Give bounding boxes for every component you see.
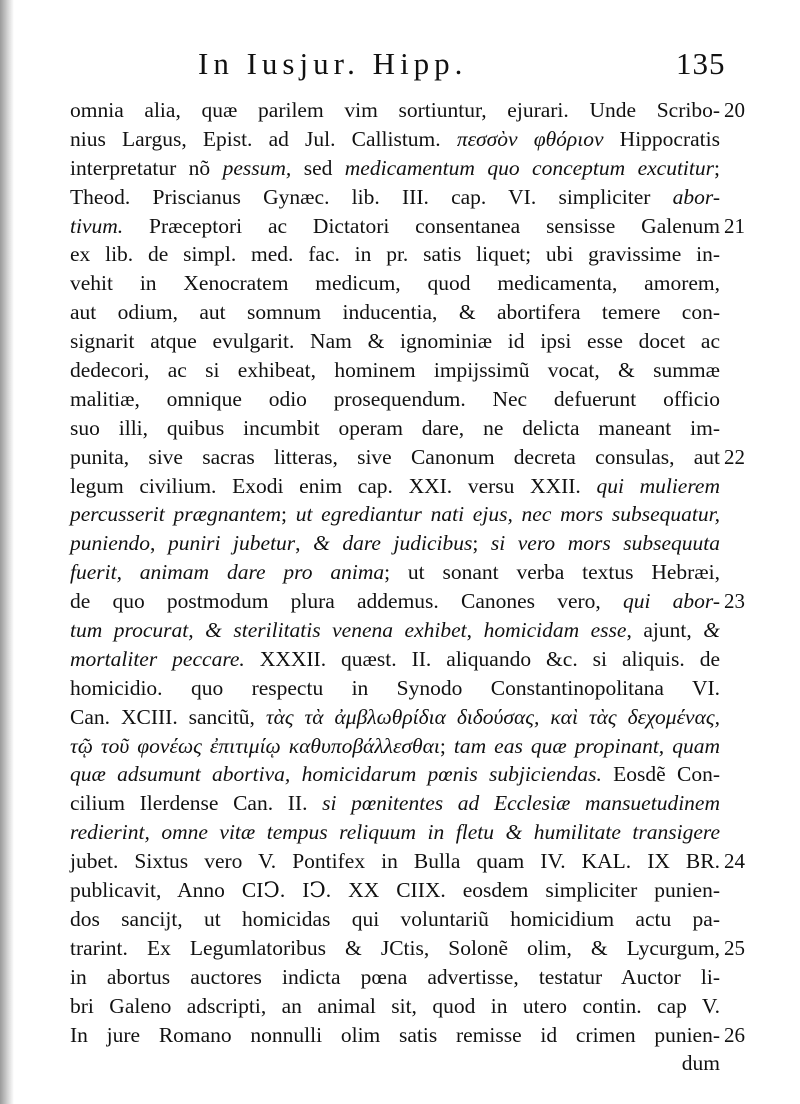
text-segment: malitiæ, omnique odio prosequendum. Nec defuerunt officio bbox=[70, 386, 720, 411]
text-line bbox=[70, 818, 720, 847]
text-segment: XXXII. quæst. II. aliquando &c. si aliquis. de bbox=[244, 646, 721, 671]
text-line bbox=[70, 876, 720, 905]
text-segment: ; bbox=[472, 531, 491, 556]
italic-text: puniri jubetur bbox=[167, 531, 296, 556]
running-header bbox=[198, 46, 738, 82]
italic-text: tum procurat, & sterilitatis venena exhibet bbox=[70, 618, 467, 643]
italic-text: mortaliter peccare. bbox=[70, 646, 245, 671]
text-segment: legum civilium. Exodi enim cap. XXI. versu XXII. bbox=[70, 473, 597, 498]
text-line bbox=[70, 905, 720, 934]
text-line bbox=[70, 847, 720, 876]
text-line bbox=[70, 443, 720, 472]
italic-text: homicidam esse bbox=[483, 618, 627, 643]
text-segment: nius Largus, Epist. ad Jul. Callistum. bbox=[70, 126, 457, 151]
text-segment: Theod. Priscianus Gynæc. lib. III. cap. VI. simpliciter bbox=[70, 184, 673, 209]
text-segment: , bbox=[150, 531, 168, 556]
text-line bbox=[70, 963, 720, 992]
text-line bbox=[70, 183, 720, 212]
text-line bbox=[70, 240, 720, 269]
text-line bbox=[70, 154, 720, 183]
text-line bbox=[70, 327, 720, 356]
text-line bbox=[70, 1049, 720, 1078]
text-segment: de quo postmodum plura addemus. Canones vero, bbox=[70, 589, 623, 614]
text-line bbox=[70, 616, 720, 645]
text-segment: publicavit, Anno CIↃ. IↃ. XX CIIX. eosdem simpliciter punien- bbox=[70, 878, 720, 903]
text-line bbox=[70, 500, 720, 529]
text-segment: dos sancijt, ut homicidas qui voluntariũ homicidium actu pa- bbox=[70, 906, 720, 931]
text-line bbox=[70, 992, 720, 1021]
text-segment: Can. XCIII. sancitũ, bbox=[70, 704, 266, 729]
text-line bbox=[70, 356, 720, 385]
text-segment: ; ut sonant verba textus Hebræi, bbox=[384, 560, 720, 585]
italic-text: si pœnitentes ad Ecclesiæ mansuetudinem bbox=[322, 791, 720, 816]
italic-text: puniendo bbox=[70, 531, 151, 556]
text-segment: homicidio. quo respectu in Synodo Constantinopolitana VI. bbox=[70, 675, 720, 700]
body-text bbox=[70, 96, 720, 1078]
text-line bbox=[70, 587, 720, 616]
text-segment: in abortus auctores indicta pœna advertisse, testatur Auctor li- bbox=[70, 964, 720, 989]
text-segment: vehit in Xenocratem medicum, quod medicamenta, amorem, bbox=[70, 271, 720, 296]
text-line bbox=[70, 558, 720, 587]
italic-text: & bbox=[703, 618, 721, 643]
margin-number: 25 bbox=[724, 936, 745, 961]
italic-text: redierint, omne vitæ tempus reliquum in fletu & humilitate transigere bbox=[70, 820, 720, 845]
text-line bbox=[70, 645, 720, 674]
page-number: 135 bbox=[676, 46, 726, 81]
italic-text: & dare judicibus bbox=[313, 531, 473, 556]
text-segment: ; bbox=[280, 502, 296, 527]
text-segment: In jure Romano nonnulli olim satis remisse id crimen punien- bbox=[70, 1022, 720, 1047]
italic-text: ut egrediantur nati ejus, nec mors subsequatur, bbox=[295, 502, 720, 527]
margin-number: 24 bbox=[724, 849, 745, 874]
text-line bbox=[70, 269, 720, 298]
text-segment: jubet. Sixtus vero V. Pontifex in Bulla quam IV. KAL. IX BR. bbox=[70, 849, 720, 874]
text-segment: cilium Ilerdense Can. II. bbox=[70, 791, 323, 816]
text-segment: bri Galeno adscripti, an animal sit, quod in utero contin. cap V. bbox=[70, 993, 720, 1018]
text-line bbox=[70, 212, 720, 241]
italic-text: abor- bbox=[672, 184, 720, 209]
text-segment: signarit atque evulgarit. Nam & ignominiæ id ipsi esse docet ac bbox=[70, 329, 720, 354]
text-segment: dum bbox=[681, 1051, 720, 1076]
text-line bbox=[70, 674, 720, 703]
italic-text: τῷ τοῦ φονέως ἐπιτιμίῳ καθυποβάλλεσθαι bbox=[70, 733, 440, 758]
text-line bbox=[70, 298, 720, 327]
text-segment: ; bbox=[439, 733, 454, 758]
italic-text: percusserit prægnantem bbox=[70, 502, 281, 527]
text-line bbox=[70, 703, 720, 732]
italic-text: si vero mors subsequuta bbox=[490, 531, 720, 556]
text-segment: aut odium, aut somnum inducentia, & abortifera temere con- bbox=[70, 300, 720, 325]
text-line bbox=[70, 472, 720, 501]
text-line bbox=[70, 732, 720, 761]
text-segment: ; bbox=[714, 155, 720, 180]
text-line bbox=[70, 1021, 720, 1050]
text-line bbox=[70, 414, 720, 443]
text-line bbox=[70, 760, 720, 789]
text-segment: interpretatur nõ bbox=[70, 155, 223, 180]
italic-text: τὰς τὰ ἀμβλωθρίδια διδούσας, καὶ τὰς δεχομένας, bbox=[265, 704, 720, 729]
text-segment: punita, sive sacras litteras, sive Canonum decreta consulas, aut bbox=[70, 444, 720, 469]
italic-text: qui mulierem bbox=[596, 473, 720, 498]
text-segment: , ajunt, bbox=[626, 618, 704, 643]
text-line bbox=[70, 529, 720, 558]
text-segment: dedecori, ac si exhibeat, hominem impijssimũ vocat, & summæ bbox=[70, 358, 720, 383]
text-line bbox=[70, 125, 720, 154]
margin-number: 22 bbox=[724, 444, 745, 469]
text-segment: sed bbox=[291, 155, 345, 180]
italic-text: medicamentum quo conceptum excutitur bbox=[344, 155, 714, 180]
running-title: In Iusjur. Hipp. bbox=[198, 46, 468, 81]
margin-number: 26 bbox=[724, 1022, 745, 1047]
text-segment: ex lib. de simpl. med. fac. in pr. satis liquet; ubi gravissime in- bbox=[70, 242, 720, 267]
text-line bbox=[70, 96, 720, 125]
italic-text: fuerit, animam dare pro anima bbox=[70, 560, 385, 585]
text-segment: omnia alia, quæ parilem vim sortiuntur, ejurari. Unde Scribo- bbox=[70, 98, 720, 122]
italic-text: tam eas quæ propinant, quam bbox=[453, 733, 720, 758]
margin-number: 20 bbox=[724, 98, 745, 122]
text-segment: suo illi, quibus incumbit operam dare, ne delicta maneant im- bbox=[70, 415, 720, 440]
margin-number: 23 bbox=[724, 589, 745, 614]
text-segment: Præceptori ac Dictatori consentanea sensisse Galenum bbox=[123, 213, 720, 238]
text-line bbox=[70, 789, 720, 818]
text-segment: , bbox=[466, 618, 484, 643]
italic-text: πεσσὸν φθόριον bbox=[456, 126, 604, 151]
page-gutter-shadow bbox=[0, 0, 14, 1104]
text-segment: Hippocratis bbox=[603, 126, 720, 151]
italic-text: tivum. bbox=[70, 213, 124, 238]
italic-text: qui abor- bbox=[622, 589, 720, 614]
margin-number: 21 bbox=[724, 213, 745, 238]
text-segment: , bbox=[295, 531, 314, 556]
text-line bbox=[70, 934, 720, 963]
text-line bbox=[70, 385, 720, 414]
text-segment: trarint. Ex Legumlatoribus & JCtis, Solonẽ olim, & Lycurgum, bbox=[70, 935, 720, 960]
text-segment: Eosdẽ Con- bbox=[601, 762, 720, 787]
italic-text: quæ adsumunt abortiva, homicidarum pœnis subjiciendas. bbox=[70, 762, 602, 787]
italic-text: pessum, bbox=[222, 155, 292, 180]
